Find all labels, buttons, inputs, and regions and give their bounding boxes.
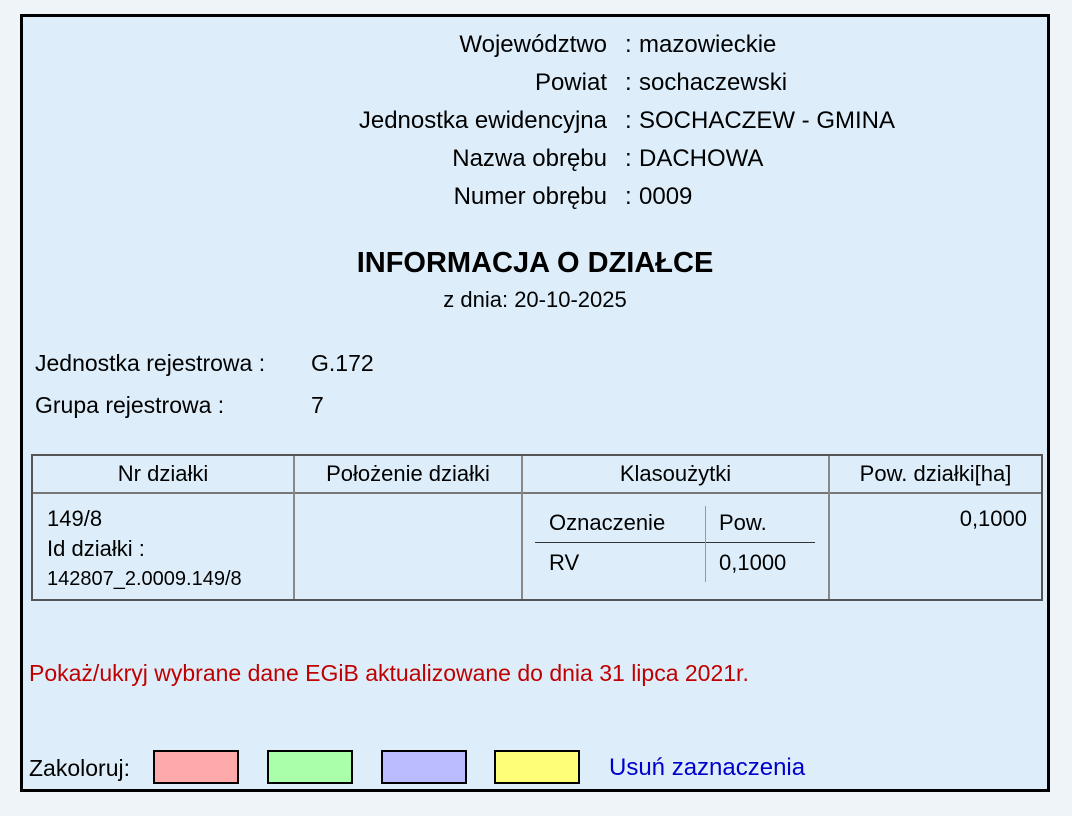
colorize-label: Zakoloruj:: [29, 755, 130, 781]
separator: :: [625, 183, 632, 210]
color-swatch-red[interactable]: [153, 750, 239, 784]
column-header-area: Pow. działki[ha]: [830, 456, 1041, 494]
column-divider: [521, 456, 523, 599]
column-divider: [828, 456, 830, 599]
parcel-number: 149/8: [47, 506, 103, 531]
report-date: z dnia: 20-10-2025: [443, 287, 627, 312]
precinct-name-value: DACHOWA: [639, 145, 764, 172]
parcel-id-value: 142807_2.0009.149/8: [47, 568, 242, 590]
county-row: [23, 65, 1047, 101]
color-swatch-yellow[interactable]: [494, 750, 580, 784]
parcel-info-panel: [20, 14, 1050, 792]
separator: :: [625, 69, 632, 96]
precinct-number-row: [23, 179, 1047, 215]
precinct-number-label: Numer obrębu: [453, 183, 607, 210]
egib-toggle-link[interactable]: Pokaż/ukryj wybrane dane EGiB aktualizowane do dnia 31 lipca 2021r.: [29, 660, 749, 686]
land-class-area: 0,1000: [719, 550, 787, 575]
county-value: sochaczewski: [639, 69, 788, 96]
land-class-header-divider: [535, 542, 815, 543]
precinct-name-label: Nazwa obrębu: [452, 145, 607, 172]
color-swatch-blue[interactable]: [381, 750, 467, 784]
register-group-label: Grupa rejestrowa :: [35, 392, 225, 418]
color-swatch-green[interactable]: [267, 750, 353, 784]
voivodeship-value: mazowieckie: [639, 31, 777, 58]
separator: :: [625, 31, 632, 58]
registry-unit-value: SOCHACZEW - GMINA: [639, 107, 895, 134]
land-class-column-divider: [705, 506, 706, 582]
registry-unit-row: [23, 103, 1047, 139]
precinct-number-value: 0009: [639, 183, 693, 210]
column-header-location: Położenie działki: [295, 456, 521, 494]
parcel-id-label: Id działki :: [47, 536, 145, 561]
parcel-table: [31, 454, 1043, 601]
column-divider: [293, 456, 295, 599]
register-group-value: 7: [311, 392, 324, 418]
land-class-designation: RV: [549, 550, 580, 575]
separator: :: [625, 145, 632, 172]
column-header-parcel-number: Nr działki: [33, 456, 293, 494]
precinct-name-row: [23, 141, 1047, 177]
land-class-header-area: Pow.: [719, 510, 767, 535]
parcel-area: 0,1000: [959, 506, 1027, 531]
clear-selection-link[interactable]: Usuń zaznaczenia: [609, 754, 806, 781]
column-header-land-classes: Klasoużytki: [523, 456, 828, 494]
voivodeship-label: Województwo: [459, 31, 607, 58]
page-title: INFORMACJA O DZIAŁCE: [356, 247, 714, 279]
separator: :: [625, 107, 632, 134]
land-class-header-designation: Oznaczenie: [549, 510, 666, 535]
register-unit-value: G.172: [311, 350, 374, 376]
register-unit-label: Jednostka rejestrowa :: [35, 350, 266, 376]
voivodeship-row: [23, 27, 1047, 63]
county-label: Powiat: [534, 69, 607, 96]
registry-unit-label: Jednostka ewidencyjna: [358, 107, 607, 134]
